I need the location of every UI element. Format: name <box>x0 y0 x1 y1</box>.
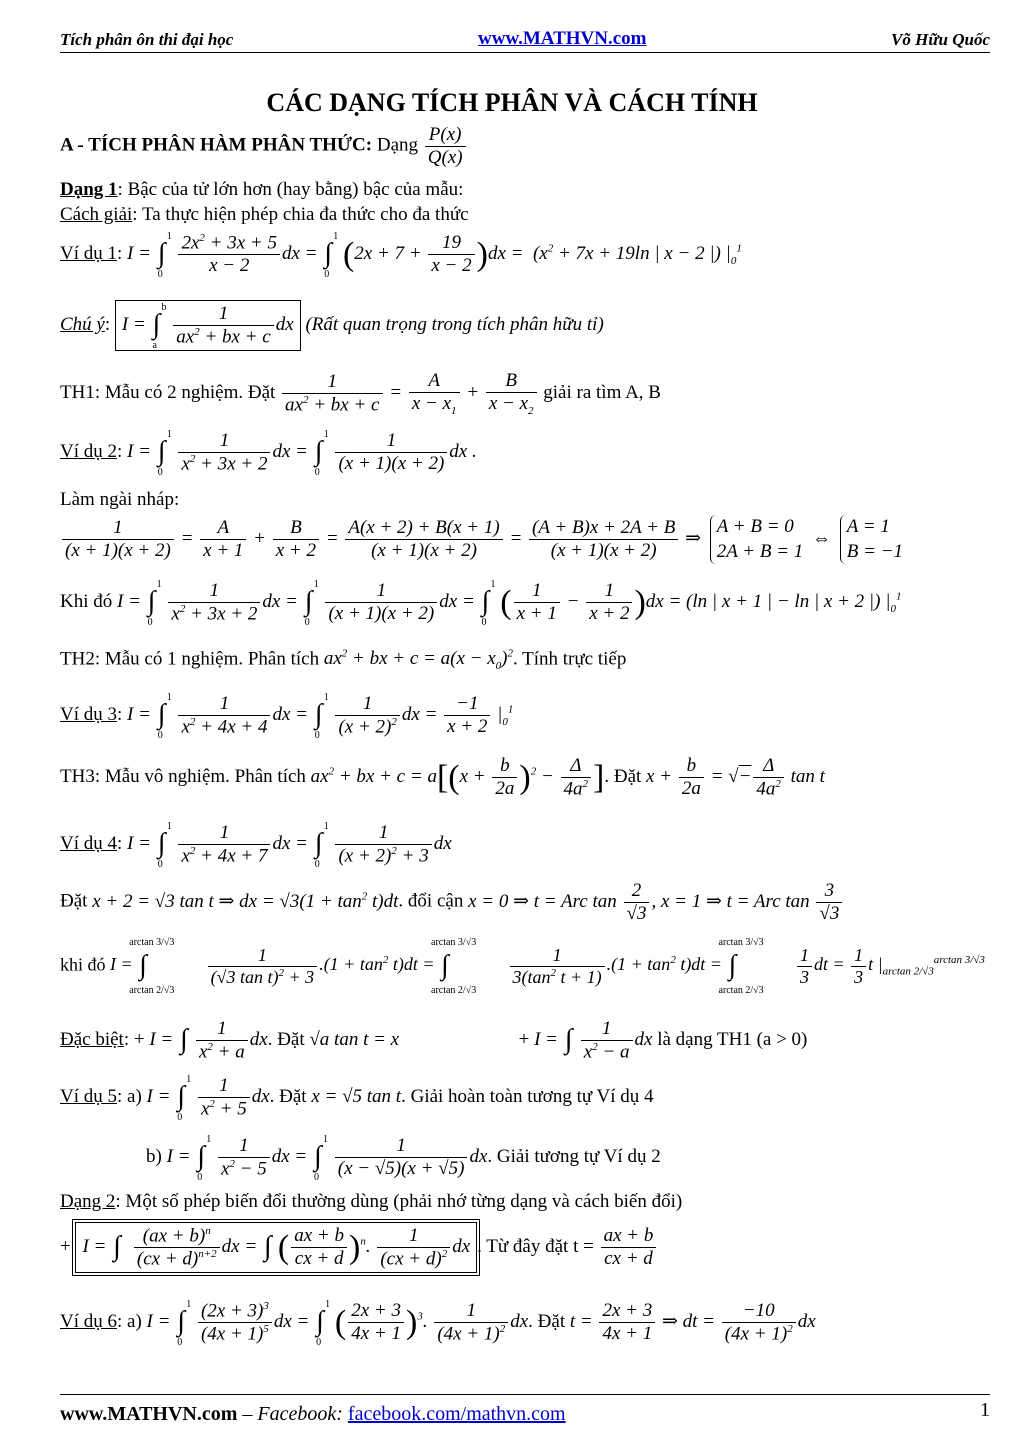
formula-substitution: x + 2 = √3 tan t ⇒ dx = $√3(1 + \tan^2 t)dt$ <box>92 890 399 912</box>
vd2-label: Ví dụ 2 <box>60 440 117 462</box>
cachgiai-label: Cách giải <box>60 204 133 225</box>
example-5b <box>146 1134 661 1184</box>
formula-dacbiet-2: I = ∫ $\frac{1}{x^2 - a}$ dx <box>534 1018 653 1063</box>
dang2-text: : Một số phép biến đổi thường dùng (phải nhớ từng dạng và cách biến đổi) <box>115 1191 683 1212</box>
khido2-text: khi đó <box>60 954 106 975</box>
chuy-label: Chú ý <box>60 313 105 335</box>
example-4: Ví dụ 4: I = ∫ 1 0 $\frac{1}{x^2 + 4x + 7}$ dx = ∫ 1 0 $\frac{1}{(x + 2)^2 + 3}$ dx <box>60 821 452 871</box>
dang1-text: : Bậc của tử lớn hơn (hay bằng) bậc của mẫu: <box>117 179 464 200</box>
formula-th3-sub: x + $\frac{b}{2a}$ = √− $\frac{\Delta}{4a^2}$ tan t <box>646 755 825 800</box>
vd5-dat: . Đặt <box>269 1085 307 1107</box>
th1-line <box>60 370 661 417</box>
formula-th2: $ax^2$ + bx + $c = a(x - x_0)^2$ <box>323 648 513 673</box>
vd5-label: Ví dụ 5 <box>60 1085 117 1107</box>
note-line: Chú ý: I = ∫ b a $\frac{1}{ax^2 + bx + c}$ dx (Rất quan trọng trong tích phân hữu tỉ) <box>60 300 604 351</box>
formula-vd5b: I = ∫ 1 0 $\frac{1}{x^2 - 5}$ dx = ∫ 1 0 $\frac{1}{(x - √5)(x + √5)}$ dx <box>166 1134 488 1184</box>
footer-dash: – <box>237 1403 258 1425</box>
khido-line <box>60 579 902 629</box>
formula-bounds: x = 0 ⇒ t = Arc tan $\frac{2}{√3}$ , x = 1 ⇒ t = Arc tan $\frac{3}{√3}$ <box>468 891 844 912</box>
formula-vd5a: I = ∫ 1 0 $\frac{1}{x^2 + 5}$ dx <box>146 1074 270 1124</box>
vd6-dat: . Đặt <box>528 1311 566 1333</box>
dang2-label: Dạng 2 <box>60 1191 116 1212</box>
dacbiet-line: Đặc biệt: + I = ∫ $\frac{1}{x^2 + a}$ dx. Đặt √a tan t = x + I = ∫ $\frac{1}{x^2 - a}$ dx là dạng TH1 (a > 0) <box>60 1018 808 1063</box>
chuy-note: (Rất quan trọng trong tích phân hữu tỉ) <box>305 313 604 335</box>
formula-th1: $\frac{1}{ax^2 + bx + c}$ = $\frac{A}{x - x_1}$ + $\frac{B}{x - x_2}$ <box>280 382 543 403</box>
page-number: 1 <box>980 1399 990 1421</box>
th3-line <box>60 755 825 800</box>
khido2-line <box>60 936 985 996</box>
formula-vd6-sub: t = $\frac{2x + 3}{4x + 1}$ ⇒ dt = $\frac{-10}{(4x + 1)^2}$ dx <box>569 1300 816 1345</box>
dat-prefix: Đặt <box>60 890 88 912</box>
th3-prefix: TH3: Mẫu vô nghiệm. Phân tích <box>60 765 306 787</box>
th2-suffix: . Tính trực tiếp <box>512 648 627 670</box>
dang1-line <box>60 180 463 201</box>
formula-th3: $ax^2$ + bx + c = a[(x + $\frac{b}{2a}$ )$^2$ − $\frac{\Delta}{4a^2}$ ] <box>310 755 605 800</box>
formula-partial-fraction: $\frac{1}{(x + 1)(x + 2)}$ = $\frac{A}{x + 1}$ + $\frac{B}{x + 2}$ = $\frac{A(x + 2) + B(x + 1)}{(x + 1)(x + 2)}$ = $\frac{(A + B)x + 2A + B}{(x + 1)(x + 2)}$ ⇒ A + B = 0 2A + B = 1 ⇔ A = 1 B = −1 <box>60 528 907 549</box>
formula-vd4: I = ∫ 1 0 $\frac{1}{x^2 + 4x + 7}$ dx = ∫ 1 0 $\frac{1}{(x + 2)^2 + 3}$ dx <box>127 821 452 871</box>
header-left: Tích phân ôn thi đại học <box>60 30 234 49</box>
formula-khido: I = ∫ 1 0 $\frac{1}{x^2 + 3x + 2}$ dx = ∫ 1 0 $\frac{1}{(x + 1)(x + 2)}$ dx = ∫ 1 0 ( $\frac{1}{x + 1}$ − $\frac{1}{x + 2}$ )dx = (ln | x + 1 | − ln | x + 2 |) $|_0^1$ <box>117 579 902 629</box>
formula-chuy-boxed: I = ∫ b a $\frac{1}{ax^2 + bx + c}$ dx <box>115 300 301 351</box>
vd5-a: : a) <box>117 1085 142 1107</box>
page-footer <box>60 1394 990 1435</box>
page-title: CÁC DẠNG TÍCH PHÂN VÀ CÁCH TÍNH <box>266 88 758 117</box>
dang1-label: Dạng 1 <box>60 179 118 200</box>
cachgiai-line <box>60 205 469 226</box>
th1-suffix: giải ra tìm A, B <box>543 382 661 403</box>
example-1: Ví dụ 1: I = ∫ 1 0 $\frac{2x^2 + 3x + 5}{x - 2}$ dx = ∫ 1 0 (2x + 7 + $\frac{19}{x - 2}$ )$dx = (x^2 + 7x + 19\ln$ | x − 2 |) $|_0^1$ <box>60 231 742 281</box>
vd6-a: : a) <box>117 1311 142 1333</box>
formula-vd2: I = ∫ 1 0 $\frac{1}{x^2 + 3x + 2}$ dx = ∫ 1 0 $\frac{1}{(x + 1)(x + 2)}$ dx . <box>127 429 477 479</box>
khido-text: Khi đó <box>60 590 113 612</box>
section-a-heading <box>60 124 468 169</box>
lamngai-line: Làm ngài nháp: <box>60 489 180 510</box>
formula-vd3: I = ∫ 1 0 $\frac{1}{x^2 + 4x + 4}$ dx = ∫ 1 0 $\frac{1}{(x + 2)^2}$ dx = $\frac{-1}{x + 2}$ $|_0^1$ <box>127 692 514 742</box>
th2-prefix: TH2: Mẫu có 1 nghiệm. Phân tích <box>60 648 320 670</box>
dang2-formula-line: + I = ∫ $\frac{(ax + b)^n}{(cx + d)^{n+2}}$ dx = ∫ ( $\frac{ax + b}{cx + d}$ )$^n$. $\frac{1}{(cx + d)^2}$ dx. Từ đây đặt t = $\frac{ax + b}{cx + d}$ <box>60 1222 658 1273</box>
header-site-link[interactable]: www.MATHVN.com <box>478 28 647 49</box>
substitution-line <box>60 880 844 925</box>
dang2-line <box>60 1192 682 1213</box>
vd3-label: Ví dụ 3 <box>60 703 117 725</box>
formula-dang2-boxed: I = ∫ $\frac{(ax + b)^n}{(cx + d)^{n+2}}$ dx = ∫ ( $\frac{ax + b}{cx + d}$ )$^n$. $\frac{1}{(cx + d)^2}$ dx <box>75 1222 477 1273</box>
cachgiai-text: : Ta thực hiện phép chia đa thức cho đa thức <box>132 204 469 225</box>
formula-dacbiet-1: I = ∫ $\frac{1}{x^2 + a}$ dx <box>149 1018 268 1063</box>
vd5-b: b) <box>146 1145 162 1167</box>
th3-mid: . Đặt <box>604 765 642 787</box>
vd5-a-text: . Giải hoàn toàn tương tự Ví dụ 4 <box>401 1085 654 1107</box>
section-a-label: A - TÍCH PHÂN HÀM PHÂN THỨC: <box>60 134 373 156</box>
example-2: Ví dụ 2: I = ∫ 1 0 $\frac{1}{x^2 + 3x + 2}$ dx = ∫ 1 0 $\frac{1}{(x + 1)(x + 2)}$ dx . <box>60 429 477 479</box>
formula-vd6: I = ∫ 1 0 $\frac{(2x + 3)^3}{(4x + 1)^5}$ dx = ∫ 1 0 ( $\frac{2x + 3}{4x + 1}$ )$^3$. $\frac{1}{(4x + 1)^2}$ dx <box>146 1299 529 1349</box>
formula-vd5a-sub: x = √5 tan t <box>311 1085 402 1107</box>
footer-facebook-link[interactable]: facebook.com/mathvn.com <box>347 1403 566 1425</box>
dacbiet-label: Đặc biệt <box>60 1028 124 1050</box>
formula-pq: $\frac{P(x)}{Q(x)}$ <box>425 124 466 169</box>
th2-line <box>60 648 626 672</box>
example-6 <box>60 1299 816 1349</box>
example-3: Ví dụ 3: I = ∫ 1 0 $\frac{1}{x^2 + 4x + 4}$ dx = ∫ 1 0 $\frac{1}{(x + 2)^2}$ dx = $\frac{-1}{x + 2}$ $|_0^1$ <box>60 692 514 742</box>
th1-prefix: TH1: Mẫu có 2 nghiệm. Đặt <box>60 382 276 403</box>
partial-fraction-line <box>60 515 907 564</box>
dat-mid: . đổi cận <box>398 890 464 912</box>
formula-dacbiet-sub: √a tan t = x <box>309 1028 400 1050</box>
dacbiet-dat: . Đặt <box>267 1028 305 1050</box>
formula-t-def: $\frac{ax + b}{cx + d}$ <box>601 1225 657 1270</box>
vd4-label: Ví dụ 4 <box>60 832 117 854</box>
section-a-dang: Dạng <box>376 134 418 156</box>
example-5a <box>60 1074 654 1124</box>
header-author: Võ Hữu Quốc <box>891 30 990 49</box>
tuday-text: . Từ đây đặt t = <box>477 1236 594 1258</box>
formula-vd1: I = ∫ 1 0 $\frac{2x^2 + 3x + 5}{x - 2}$ dx = ∫ 1 0 (2x + 7 + $\frac{19}{x - 2}$ )$dx = (x^2 + 7x + 19\ln$ | x − 2 |) $|_0^1$ <box>127 231 742 281</box>
footer-text <box>60 1403 566 1426</box>
page-header <box>60 28 990 53</box>
formula-khido2: I = ∫ arctan 3/√3 arctan 2/√3 $\frac{1}{(√3 \tan t)^2 + 3}$ $.(1 + \tan^2 t)dt$ = ∫ arctan 3/√3 arctan 2/√3 $\frac{1}{3(\tan^2 t + 1)}$ $.(1 + \tan^2 t)dt$ = ∫ arctan 3/√3 arctan 2/√3 $\frac{1}{3}$ dt = $\frac{1}{3}$ t $|_{arctan 2/√3}^{arctan 3/√3}$ <box>110 936 985 996</box>
footer-site: www.MATHVN.com <box>60 1403 238 1425</box>
vd6-label: Ví dụ 6 <box>60 1311 117 1333</box>
vd5-b-text: . Giải tương tự Ví dụ 2 <box>487 1145 661 1167</box>
footer-fb-label: Facebook: <box>257 1403 343 1425</box>
dacbiet-th1: là dạng TH1 (a > 0) <box>657 1028 808 1050</box>
vd1-label: Ví dụ 1 <box>60 242 117 264</box>
